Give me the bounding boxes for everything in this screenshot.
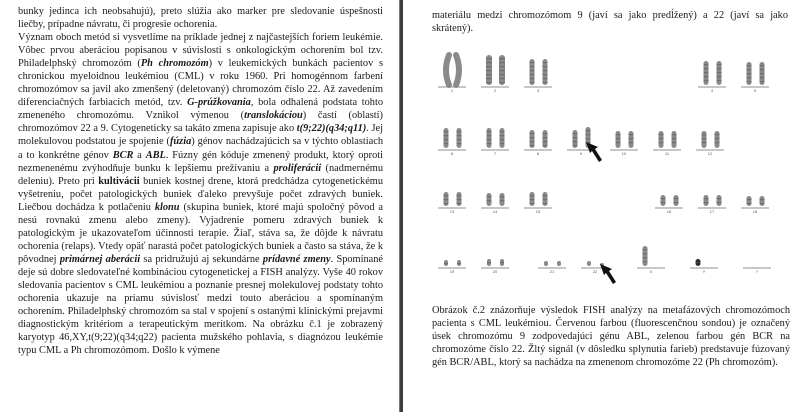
chromosome	[717, 195, 722, 206]
chromosome-band	[704, 68, 709, 69]
chromosome-band	[543, 82, 548, 83]
caption-text: Obrázok č.2 znázorňuje výsledok FISH analýzy na metafázových chromozómoch pacienta s CML leukémiou. Červenou farbou (fluorescenčnou sondou) je označený úsek chromozómu 9 zodpovedajúci génu ABL, zelenou farbou gén BCR na chromozóme číslo 22. Žltý signál (v dôsledku splynutia farieb) predstavuje fúzovaný gén BCR/ABL, ktorý sa nachádza na zmenenom chromozóme 22 (Ph chromozóm).	[432, 305, 790, 369]
chromosome-band	[444, 135, 449, 136]
chromosome-band	[760, 73, 765, 74]
paragraph	[18, 31, 383, 357]
chromosome-band	[760, 199, 765, 200]
chromosome-band	[672, 138, 677, 139]
chromosome-band	[444, 263, 448, 264]
chromosome-band	[499, 70, 505, 71]
text-run: (nadmernému deleniu). Preto pri	[18, 162, 384, 187]
emphasized-term-wrap	[113, 150, 134, 161]
chromosome-label: 8	[536, 151, 540, 156]
chromosome-band	[530, 74, 535, 75]
chromosome-band	[487, 262, 491, 263]
chromosome-band	[715, 134, 720, 135]
chromosome-band	[499, 66, 505, 67]
chromosome-band	[487, 131, 492, 132]
chromosome-label: 12	[707, 151, 713, 156]
chromosome	[446, 55, 449, 85]
chromosome-pair-15	[524, 192, 552, 214]
chromosome-label: 20	[492, 269, 498, 274]
left-page-text	[18, 5, 383, 357]
chromosome-band	[717, 76, 722, 77]
emphasized-term-wrap	[297, 123, 367, 134]
chromosome-pair-4	[698, 61, 726, 93]
emphasized-term-wrap	[146, 150, 166, 161]
chromosome-label: 14	[492, 209, 498, 214]
chromosome-band	[530, 62, 535, 63]
chromosome-band	[704, 198, 709, 199]
chromosome	[587, 261, 591, 266]
chromosome-pair-10	[610, 131, 638, 156]
text-run: bunky jedinca ich neobsahujú), preto slúžia ako marker pre sledovanie úspešnosti liečby, prípadne návratu, či progresie ochorenia.	[18, 6, 383, 31]
chromosome-pair-6	[438, 128, 466, 156]
chromosome-pair-13	[438, 192, 466, 214]
chromosome-band	[674, 202, 679, 203]
chromosome-band	[702, 142, 707, 143]
chromosome-band	[543, 78, 548, 79]
chromosome-band	[530, 195, 535, 196]
emphasized-term-wrap	[155, 202, 180, 213]
chromosome-band	[530, 133, 535, 134]
chromosome-band	[543, 145, 548, 146]
text-run: . Spomínané deje sú dobre sledovateľné kombináciou cytogenetickej a FISH analýzy. Vyše 40 rokov sledovania pacientov s CML leukémiou a poznanie presnej molekulovej podstaty tohto ochorenia ukazuje na priamu súvislosť medzi touto aberáciou a spomínaným ochorením. Philadelphský chromozóm sa stal v spojení s ostanými klinickými prejavmi diagnostickým kritériom a terapeutickým merítkom. Na obrázku č.1 je zobrazený karyotyp 46,XY,t(9;22)(q34;q22) pacienta mužského pohlavia, s diagnózou leukémie typu CML a Ph chromozómom. Došlo k výmene	[18, 253, 384, 357]
chromosome-band	[457, 135, 462, 136]
chromosome-band	[486, 62, 492, 63]
chromosome-label: 16	[666, 209, 672, 214]
chromosome-label: 1	[450, 88, 454, 93]
chromosome-band	[530, 199, 535, 200]
chromosome-pair-17	[698, 195, 726, 214]
chromosome-band	[486, 66, 492, 67]
chromosome	[674, 195, 679, 206]
chromosome-label: 17	[709, 209, 715, 214]
chromosome-band	[704, 76, 709, 77]
chromosome-label: 6	[450, 151, 454, 156]
chromosome-pair-2	[481, 55, 509, 93]
chromosome-band	[760, 81, 765, 82]
chromosome-pair-3	[524, 59, 552, 93]
arrow-icon-chromosome-9	[586, 142, 602, 162]
chromosome-band	[500, 262, 504, 263]
emphasized-term-wrap	[263, 254, 331, 265]
emphasized-term: fúzia	[169, 136, 192, 148]
chromosome-band	[573, 133, 578, 134]
chromosome-band	[702, 138, 707, 139]
chromosome-band	[702, 134, 707, 135]
chromosome-band	[487, 200, 492, 201]
chromosome-pair-16	[655, 195, 683, 214]
chromosome-band	[674, 198, 679, 199]
arrow-icon-chromosome-22	[600, 264, 616, 284]
emphasized-term-wrap	[60, 254, 140, 265]
emphasized-term: prídavné zmeny	[262, 253, 331, 265]
chromosome-band	[543, 199, 548, 200]
chromosome-pair-12	[696, 131, 724, 156]
chromosome-band	[444, 195, 449, 196]
text-run: (skupina buniek, ktoré majú spoločný pôvod a nesú rovnakú zmenu alebo zmeny). Vyjadrenie pomeru zdravých buniek k patologickým je ukazovateľom účinnosti terapie. Žiaľ, stáva sa, že dôjde k návratu ochorenia (relaps). Vtedy opäť narastá počet patologických buniek a často sa stáva, že k pôvodnej	[18, 201, 383, 265]
text-run: ) častí (oblastí) chromozómov 22 a 9. Cytogeneticky sa takáto zmena zapisuje ako	[18, 110, 384, 135]
chromosome	[702, 131, 707, 148]
chromosome-label: Y	[702, 269, 706, 274]
chromosome-band	[543, 141, 548, 142]
chromosome-band	[543, 195, 548, 196]
chromosome-label: 10	[621, 151, 627, 156]
chromosome	[715, 131, 720, 148]
emphasized-term: primárnej aberácii	[59, 253, 141, 265]
chromosome-band	[586, 134, 591, 135]
chromosome-band	[486, 58, 492, 59]
chromosome-band	[543, 66, 548, 67]
text-run: . Jej molekulovou podstatou je spojenie (	[18, 123, 383, 148]
chromosome-band	[717, 202, 722, 203]
chromosome-pair-1	[438, 55, 466, 93]
chromosome-band	[717, 80, 722, 81]
text-run: buniek kostnej drene, ktorá predchádza cytogenetickému vyšetreniu, počet patologických buniek ďaleko prevyšuje počet zdravých buniek. Liečbou dochádza k potlačeniu	[18, 175, 383, 213]
chromosome-pair-X	[637, 246, 665, 274]
chromosome-band	[573, 137, 578, 138]
chromosome-pair-21	[538, 261, 566, 274]
emphasized-term-wrap	[273, 163, 321, 174]
chromosome	[747, 196, 752, 206]
chromosome-band	[543, 74, 548, 75]
chromosome-band	[659, 134, 664, 135]
chromosome-label: 22	[592, 269, 598, 274]
chromosome	[704, 195, 709, 206]
chromosome-band	[444, 131, 449, 132]
chromosome-pair-18	[741, 196, 769, 214]
bold-term: kultivácii	[98, 175, 140, 187]
chromosome-pair-?	[743, 268, 771, 274]
chromosome-band	[486, 70, 492, 71]
chromosome-band	[760, 65, 765, 66]
emphasized-term: klonu	[154, 201, 180, 213]
chromosome-band	[487, 196, 492, 197]
chromosome-band	[486, 78, 492, 79]
chromosome-band	[543, 70, 548, 71]
chromosome	[672, 131, 677, 148]
chromosome-band	[500, 200, 505, 201]
emphasized-term: translokáciou	[244, 110, 303, 122]
paragraph	[18, 5, 383, 31]
chromosome-band	[717, 68, 722, 69]
chromosome-label: 9	[579, 151, 583, 156]
chromosome-band	[543, 133, 548, 134]
chromosome-pair-20	[481, 259, 509, 274]
chromosome-band	[661, 198, 666, 199]
chromosome-band	[760, 77, 765, 78]
chromosome	[500, 193, 505, 206]
chromosome-pair-7	[481, 128, 509, 156]
chromosome-band	[500, 143, 505, 144]
chromosome-band	[500, 196, 505, 197]
chromosome-band	[530, 70, 535, 71]
chromosome-band	[457, 195, 462, 196]
chromosome-band	[543, 203, 548, 204]
chromosome-label: 21	[549, 269, 555, 274]
chromosome-band	[543, 137, 548, 138]
chromosome-band	[486, 82, 492, 83]
chromosome-band	[487, 139, 492, 140]
chromosome	[661, 195, 666, 206]
text-run: ) génov nachádzajúcich sa v týchto oblastiach a to konkrétne génov	[18, 136, 383, 161]
chromosome-band	[659, 138, 664, 139]
text-run: , bola odhalená podstata tohto zmeneného chromozómu. Vznikol výmenou (	[18, 97, 383, 122]
chromosome-pair-8	[524, 130, 552, 156]
chromosome-band	[444, 139, 449, 140]
chromosome-label: 18	[752, 209, 758, 214]
chromosome-pair-Y	[690, 259, 718, 274]
chromosome-label: X	[649, 269, 653, 274]
chromosome-band	[629, 142, 634, 143]
emphasized-term: G-prúžkovania	[187, 97, 251, 109]
chromosome-band	[643, 257, 648, 258]
chromosome-band	[747, 77, 752, 78]
left-document-page	[0, 0, 399, 412]
figure-caption	[432, 304, 790, 369]
chromosome-label: 7	[493, 151, 497, 156]
chromosome-band	[704, 72, 709, 73]
chromosome-band	[704, 80, 709, 81]
chromosome-band	[487, 143, 492, 144]
chromosome-band	[747, 69, 752, 70]
chromosome-band	[444, 199, 449, 200]
chromosome-band	[643, 261, 648, 262]
chromosome-band	[717, 64, 722, 65]
emphasized-term-wrap	[244, 110, 303, 121]
chromosome-band	[530, 145, 535, 146]
chromosome-label: 13	[449, 209, 455, 214]
text-run: Význam oboch metód si vysvetlíme na príklade jednej z najčastejších foriem leukémie. Vôbec prvou aberáciou popisanou v súvislosti s onkologickým ochorením bol tzv. Philadelphský chromozóm (	[18, 32, 383, 70]
right-document-page	[403, 0, 800, 412]
chromosome-band	[499, 62, 505, 63]
chromosome-band	[747, 73, 752, 74]
text-run: . Fúzny gén kóduje zmenený produkt, ktorý oproti nezmenenému zvýhodňuje bunku k lepšiemu prežívaniu a	[18, 149, 384, 174]
chromosome-band	[643, 253, 648, 254]
chromosome	[544, 261, 548, 266]
emphasized-term-wrap	[187, 97, 251, 108]
chromosome-band	[747, 199, 752, 200]
chromosome-band	[457, 203, 462, 204]
chromosome-label: 5	[753, 88, 757, 93]
chromosome-band	[704, 202, 709, 203]
chromosome-band	[530, 82, 535, 83]
text-run: ) v leukemických bunkách pacientov s chronickou myeloidnou leukémiou (CML) v roku 1960. Pri homogénnom farbení chromozómov sa javil ako zmenšený (deletovaný) chromozóm číslo 22. Až zavedením diferenciačných farbiacich metód, tzv.	[18, 58, 383, 109]
chromosome-band	[457, 143, 462, 144]
chromosome-band	[457, 263, 461, 264]
chromosome-band	[457, 131, 462, 132]
chromosome-band	[530, 203, 535, 204]
emphasized-term: BCR	[112, 149, 134, 161]
chromosome-band	[672, 142, 677, 143]
chromosome-band	[696, 262, 701, 263]
emphasized-term: ABL	[145, 149, 166, 161]
chromosome-band	[543, 62, 548, 63]
chromosome-band	[747, 65, 752, 66]
chromosome-band	[715, 142, 720, 143]
chromosome-band	[586, 130, 591, 131]
text-run: a	[133, 149, 146, 161]
chromosome-band	[457, 199, 462, 200]
chromosome-band	[704, 64, 709, 65]
chromosome-band	[717, 72, 722, 73]
chromosome-band	[530, 137, 535, 138]
chromosome-band	[717, 198, 722, 199]
chromosome-band	[573, 141, 578, 142]
chromosome-pair-11	[653, 131, 681, 156]
chromosome-band	[659, 142, 664, 143]
chromosome	[760, 196, 765, 206]
chromosome-band	[616, 134, 621, 135]
chromosome-band	[715, 138, 720, 139]
text-run: sa pridružujú aj sekundárne	[140, 253, 263, 265]
chromosome-band	[444, 143, 449, 144]
chromosome-band	[643, 249, 648, 250]
chromosome-pair-5	[741, 62, 769, 93]
chromosome-band	[486, 74, 492, 75]
chromosome	[487, 193, 492, 206]
chromosome-band	[499, 82, 505, 83]
chromosome-band	[499, 74, 505, 75]
emphasized-term: t(9;22)(q34;q11)	[296, 123, 367, 135]
chromosome-label: ?	[755, 269, 759, 274]
chromosome-band	[616, 142, 621, 143]
emphasized-term: proliferácii	[273, 162, 322, 174]
chromosome-band	[530, 78, 535, 79]
chromosome-band	[672, 134, 677, 135]
emphasized-term: Ph chromozóm	[140, 58, 209, 70]
chromosome-band	[457, 139, 462, 140]
chromosome-band	[500, 131, 505, 132]
chromosome	[629, 131, 634, 148]
chromosome-band	[444, 203, 449, 204]
chromosome-label: 11	[664, 151, 670, 156]
chromosome-band	[586, 138, 591, 139]
chromosome-band	[499, 78, 505, 79]
chromosome-band	[629, 134, 634, 135]
chromosome-label: 15	[535, 209, 541, 214]
chromosome-band	[573, 145, 578, 146]
chromosome-band	[760, 69, 765, 70]
chromosome	[557, 261, 561, 266]
chromosome	[659, 131, 664, 148]
chromosome-band	[500, 139, 505, 140]
chromosome-band	[500, 135, 505, 136]
chromosome	[456, 55, 459, 85]
chromosome-label: 2	[493, 88, 497, 93]
chromosome-band	[616, 138, 621, 139]
chromosome-band	[661, 202, 666, 203]
continuation-paragraph: materiálu medzi chromozómom 9 (javí sa jako predĺžený) a 22 (javí sa jako skrátený).	[432, 10, 788, 35]
chromosome-band	[530, 66, 535, 67]
chromosome-band	[760, 203, 765, 204]
chromosome-band	[629, 138, 634, 139]
chromosome-band	[747, 203, 752, 204]
chromosome-pair-14	[481, 193, 509, 214]
emphasized-term-wrap	[141, 58, 209, 69]
chromosome-label: 3	[536, 88, 540, 93]
chromosome-band	[747, 81, 752, 82]
chromosome-label: 19	[449, 269, 455, 274]
chromosome-label: 4	[710, 88, 714, 93]
emphasized-term-wrap	[170, 136, 191, 147]
chromosome-band	[487, 135, 492, 136]
chromosome	[616, 131, 621, 148]
chromosome-band	[499, 58, 505, 59]
chromosome-band	[530, 141, 535, 142]
chromosome-pair-19	[438, 260, 466, 274]
